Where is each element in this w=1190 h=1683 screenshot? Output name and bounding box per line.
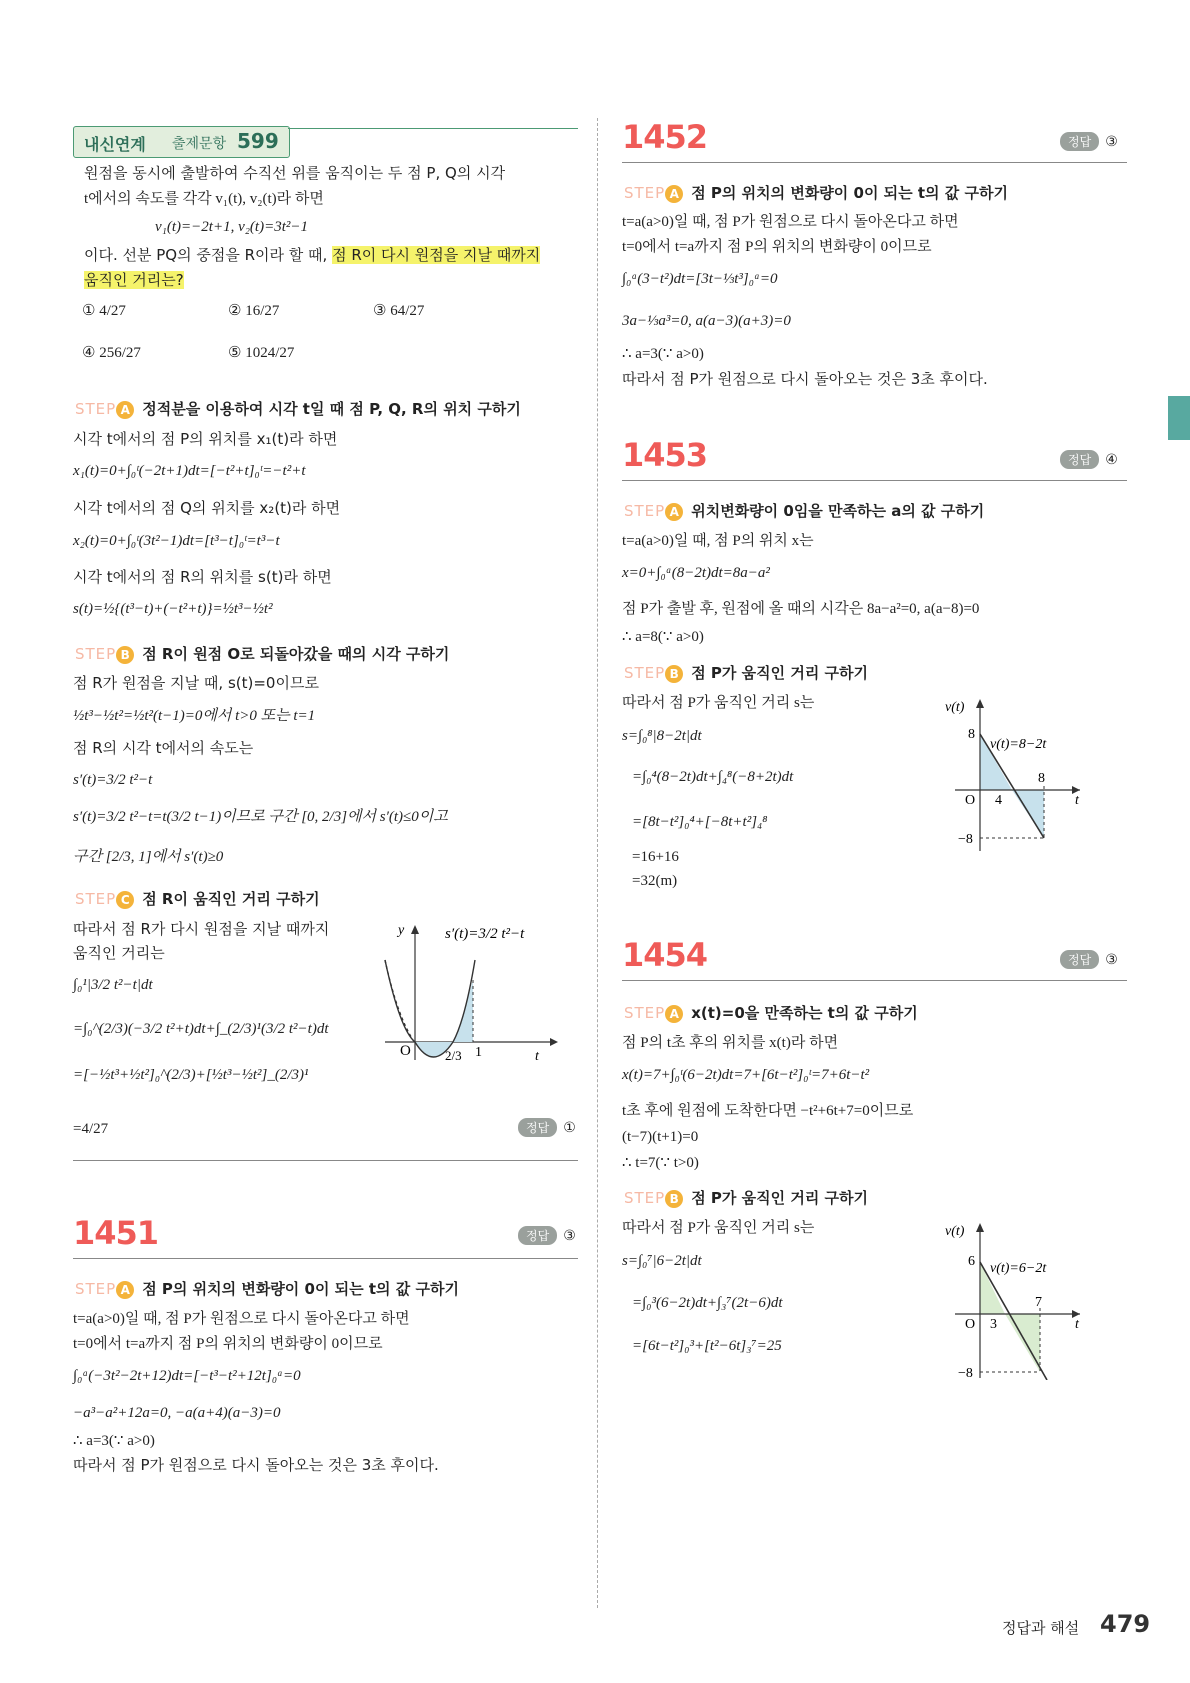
graph-c-origin: O: [400, 1043, 411, 1059]
step-b-line-5: s′(t)=3/2 t²−t=t(3/2 t−1)이므로 구간 [0, 2/3]에서 s′(t)≤0이고: [73, 809, 448, 825]
p1453-b-line-3: =∫₀⁴(8−2t)dt+∫₄⁸(−8+2t)dt: [632, 769, 794, 785]
banner-rule: [288, 128, 578, 129]
choice-1: ① 4/27: [82, 303, 126, 319]
p1453-step-b-heading: STEP B 점 P가 움직인 거리 구하기: [624, 664, 869, 682]
graph-c-tick-2: 1: [475, 1045, 482, 1060]
p1453-a-line-1: t=a(a>0)일 때, 점 P의 위치 x는: [622, 533, 814, 549]
step-a-line-5: 시각 t에서의 점 R의 위치를 s(t)라 하면: [73, 568, 332, 586]
step-a-line-2: x₁(t)=0+∫₀ᵗ(−2t+1)dt=[−t²+t]₀ᵗ=−t²+t: [73, 463, 306, 479]
p1454-b-line-3: =∫₀³(6−2t)dt+∫₃⁷(2t−6)dt: [632, 1295, 783, 1311]
p1454-a-line-1: 점 P의 t초 후의 위치를 x(t)라 하면: [622, 1035, 839, 1051]
p1453-a-line-3: 점 P가 출발 후, 원점에 올 때의 시각은 8a−a²=0, a(a−8)=0: [622, 601, 980, 617]
step-b-heading: STEP B 점 R이 원점 O로 되돌아갔을 때의 시각 구하기: [75, 645, 450, 663]
divider-1451: [73, 1258, 578, 1259]
p1453-b-line-4: =[8t−t²]₀⁴+[−8t+t²]₄⁸: [632, 814, 768, 830]
graph-1454-func: v(t)=6−2t: [990, 1261, 1047, 1276]
graph-c-func: s′(t)=3/2 t²−t: [445, 926, 525, 942]
page-tab-marker: [1168, 396, 1190, 440]
page-number: 479: [1100, 1610, 1151, 1638]
p1451-line-2: t=0에서 t=a까지 점 P의 위치의 변화량이 0이므로: [73, 1336, 383, 1352]
graph-v-1454: [945, 1220, 1085, 1380]
p1452-line-1: t=a(a>0)일 때, 점 P가 원점으로 다시 돌아온다고 하면: [622, 214, 959, 230]
graph-v-1453: [945, 696, 1085, 856]
step-b-line-2: ½t³−½t²=½t²(t−1)=0에서 t>0 또는 t=1: [73, 708, 316, 724]
step-b-line-3: 점 R의 시각 t에서의 속도는: [73, 739, 254, 757]
graph-1453-t1: 4: [995, 793, 1002, 808]
p1451-line-4: −a³−a²+12a=0, −a(a+4)(a−3)=0: [73, 1405, 281, 1421]
answer-1452: 정답 ③: [1060, 132, 1118, 151]
p1452-line-5: ∴ a=3(∵ a>0): [622, 346, 704, 362]
choice-4: ④ 256/27: [82, 345, 141, 361]
p1451-line-6: 따라서 점 P가 원점으로 다시 돌아오는 것은 3초 후이다.: [73, 1456, 439, 1474]
answer-1451: 정답 ③: [518, 1226, 576, 1245]
step-c-line-5: =[−½t³+½t²]₀^(2/3)+[½t³−½t²]_(2/3)¹: [73, 1067, 309, 1083]
p1453-a-line-4: ∴ a=8(∵ a>0): [622, 629, 704, 645]
footer-label: 정답과 해설: [1002, 1619, 1080, 1637]
problem-number-1452: 1452: [622, 118, 708, 156]
step-c-line-4: =∫₀^(2/3)(−3/2 t²+t)dt+∫_(2/3)¹(3/2 t²−t)dt: [73, 1021, 329, 1037]
step-c-line-1: 따라서 점 R가 다시 원점을 지날 때까지: [73, 920, 330, 938]
p1454-step-a-heading: STEP A x(t)=0을 만족하는 t의 값 구하기: [624, 1004, 918, 1022]
p1454-step-b-heading: STEP B 점 P가 움직인 거리 구하기: [624, 1189, 869, 1207]
divider-599: [73, 1160, 578, 1161]
graph-s-prime: [375, 920, 560, 1070]
step-a-heading: STEP A 정적분을 이용하여 시각 t일 때 점 P, Q, R의 위치 구하기: [75, 400, 521, 418]
answer-1453: 정답 ④: [1060, 450, 1118, 469]
graph-1453-origin: O: [965, 793, 976, 808]
section-banner: [73, 126, 290, 158]
p1454-a-line-5: ∴ t=7(∵ t>0): [622, 1155, 699, 1171]
p1454-b-line-1: 따라서 점 P가 움직인 거리 s는: [622, 1220, 815, 1236]
choice-2: ② 16/27: [228, 303, 280, 319]
graph-1453-func: v(t)=8−2t: [990, 737, 1047, 752]
p1451-line-3: ∫₀ᵃ(−3t²−2t+12)dt=[−t³−t²+12t]₀ᵃ=0: [73, 1368, 301, 1384]
p1453-a-line-2: x=0+∫₀ᵃ(8−2t)dt=8a−a²: [622, 565, 770, 581]
graph-1454-origin: O: [965, 1317, 976, 1332]
step-a-line-6: s(t)=½{(t³−t)+(−t²+t)}=½t³−½t²: [73, 601, 273, 617]
problem-line-1: 원점을 동시에 출발하여 수직선 위를 움직이는 두 점 P, Q의 시각: [84, 164, 506, 182]
divider-1453: [622, 480, 1127, 481]
step-a-line-4: x₂(t)=0+∫₀ᵗ(3t²−1)dt=[t³−t]₀ᵗ=t³−t: [73, 533, 280, 549]
divider-1452: [622, 162, 1127, 163]
p1451-line-1: t=a(a>0)일 때, 점 P가 원점으로 다시 돌아온다고 하면: [73, 1311, 410, 1327]
p1453-b-line-5: =16+16: [632, 849, 679, 865]
step-a-line-1: 시각 t에서의 점 P의 위치를 x₁(t)라 하면: [73, 430, 338, 448]
step-c-line-2: 움직인 거리는: [73, 944, 165, 962]
graph-1453-t2: 8: [1038, 771, 1045, 786]
p1451-line-5: ∴ a=3(∵ a>0): [73, 1433, 155, 1449]
problem-line-4: 이다. 선분 PQ의 중점을 R이라 할 때, 점 R이 다시 원점을 지날 때까지: [84, 246, 541, 264]
problem-line-2: t에서의 속도를 각각 v₁(t), v₂(t)라 하면: [84, 191, 324, 207]
banner-number: 599: [237, 129, 279, 153]
banner-title: 내신연계: [84, 135, 146, 154]
step-b-line-4: s′(t)=3/2 t²−t: [73, 772, 153, 788]
graph-1453-x-label: t: [1075, 793, 1079, 808]
graph-1453-y1: 8: [968, 727, 975, 742]
graph-1454-x-label: t: [1075, 1317, 1079, 1332]
p1452-line-3: ∫₀ᵃ(3−t²)dt=[3t−⅓t³]₀ᵃ=0: [622, 271, 778, 287]
problem-number-1451: 1451: [73, 1214, 159, 1252]
p1451-step-a-heading: STEP A 점 P의 위치의 변화량이 0이 되는 t의 값 구하기: [75, 1280, 459, 1298]
p1454-a-line-2: x(t)=7+∫₀ᵗ(6−2t)dt=7+[6t−t²]₀ᵗ=7+6t−t²: [622, 1067, 870, 1083]
problem-number-1453: 1453: [622, 436, 708, 474]
p1453-b-line-6: =32(m): [632, 873, 678, 889]
p1452-line-6: 따라서 점 P가 원점으로 다시 돌아오는 것은 3초 후이다.: [622, 370, 988, 388]
choice-3: ③ 64/27: [373, 303, 425, 319]
graph-1454-y2: −8: [958, 1366, 973, 1380]
graph-1453-y2: −8: [958, 832, 973, 847]
problem-line-3: v₁(t)=−2t+1, v₂(t)=3t²−1: [155, 219, 309, 235]
graph-c-x-label: t: [535, 1049, 539, 1064]
graph-1454-t1: 3: [990, 1317, 997, 1332]
step-b-line-6: 구간 [2/3, 1]에서 s′(t)≥0: [73, 849, 224, 865]
p1453-b-line-2: s=∫₀⁸|8−2t|dt: [622, 728, 702, 744]
banner-subtitle: 출제문항: [172, 136, 227, 152]
p1452-line-4: 3a−⅓a³=0, a(a−3)(a+3)=0: [622, 313, 791, 329]
graph-1454-v-label: v(t): [945, 1224, 965, 1239]
graph-1453-v-label: v(t): [945, 700, 965, 715]
problem-line-5: 움직인 거리는?: [84, 271, 184, 289]
p1454-a-line-4: (t−7)(t+1)=0: [622, 1129, 699, 1145]
choice-5: ⑤ 1024/27: [228, 345, 295, 361]
graph-1454-y1: 6: [968, 1254, 975, 1269]
p1453-b-line-1: 따라서 점 P가 움직인 거리 s는: [622, 695, 815, 711]
step-c-line-3: ∫₀¹|3/2 t²−t|dt: [73, 977, 153, 993]
p1452-line-2: t=0에서 t=a까지 점 P의 위치의 변화량이 0이므로: [622, 239, 932, 255]
p1453-step-a-heading: STEP A 위치변화량이 0임을 만족하는 a의 값 구하기: [624, 502, 985, 520]
column-divider: [597, 118, 598, 1608]
step-c-heading: STEP C 점 R이 움직인 거리 구하기: [75, 890, 320, 908]
problem-number-1454: 1454: [622, 936, 708, 974]
p1454-b-line-4: =[6t−t²]₀³+[t²−6t]₃⁷=25: [632, 1338, 782, 1354]
step-c-line-6: =4/27: [73, 1121, 109, 1137]
divider-1454: [622, 980, 1127, 981]
graph-c-y-label: y: [398, 923, 405, 938]
step-a-line-3: 시각 t에서의 점 Q의 위치를 x₂(t)라 하면: [73, 499, 341, 517]
p1452-step-a-heading: STEP A 점 P의 위치의 변화량이 0이 되는 t의 값 구하기: [624, 184, 1008, 202]
answer-599: 정답 ①: [518, 1118, 576, 1137]
p1454-a-line-3: t초 후에 원점에 도착한다면 −t²+6t+7=0이므로: [622, 1103, 914, 1119]
p1454-b-line-2: s=∫₀⁷|6−2t|dt: [622, 1253, 702, 1269]
graph-c-tick-1: 2/3: [445, 1048, 462, 1063]
graph-1454-t2: 7: [1035, 1295, 1042, 1310]
answer-1454: 정답 ③: [1060, 950, 1118, 969]
step-b-line-1: 점 R가 원점을 지날 때, s(t)=0이므로: [73, 674, 319, 692]
